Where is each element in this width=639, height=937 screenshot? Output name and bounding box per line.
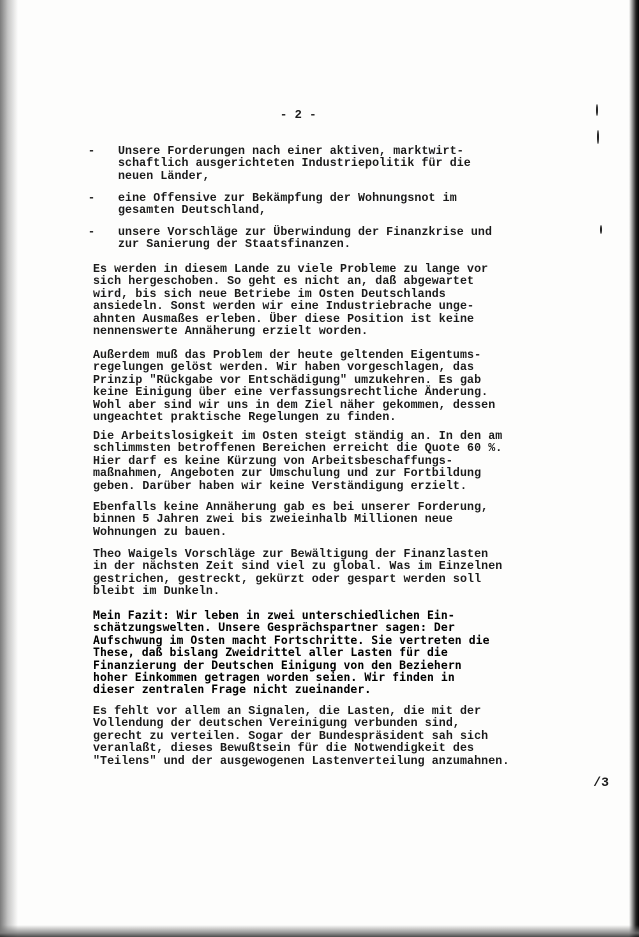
paragraph: Es fehlt vor allem an Signalen, die Lasten, die mit der Vollendung der deutschen Vereinigung verbunden sind, gerecht zu verteilen. Sogar der Bundespräsident sah sich veranlaßt, dieses Bewußtsein für die Notwendigkeit des "Teilens" und der ausgewogenen Lastenverteilung anzumahnen. xyxy=(93,705,510,768)
scan-edge-left xyxy=(0,0,18,937)
paragraph: Theo Waigels Vorschläge zur Bewältigung der Finanzlasten in der nächsten Zeit sind viel zu global. Was im Einzelnen gestrichen, gestreckt, gekürzt oder gespart werden soll bleibt im Dunkeln. xyxy=(93,548,503,599)
bullet-text: unsere Vorschläge zur Überwindung der Finanzkrise und zur Sanierung der Staatsfinanzen. xyxy=(118,226,493,252)
bullet-dash: - xyxy=(88,226,96,239)
paragraph: Außerdem muß das Problem der heute geltenden Eigentums- regelungen gelöst werden. Wir haben vorgeschlagen, das Prinzip "Rückgabe vor Entschädigung" umzukehren. Es gab keine Einigung über eine verfassungsrechtliche Änderung. Wohl aber sind wir uns in dem Ziel näher gekommen, dessen ungeachtet praktische Regelungen zu finden. xyxy=(93,349,496,425)
scan-speck xyxy=(596,104,598,116)
bullet-dash: - xyxy=(88,145,96,158)
bullet-text: eine Offensive zur Bekämpfung der Wohnungsnot im gesamten Deutschland, xyxy=(118,192,457,218)
bullet-text: Unsere Forderungen nach einer aktiven, marktwirt- schaftlich ausgerichteten Industriepolitik für die neuen Länder, xyxy=(118,145,471,183)
paragraph: Es werden in diesem Lande zu viele Probleme zu lange vor sich hergeschoben. So geht es nicht an, daß abgewartet wird, bis sich neue Betriebe im Osten Deutschlands ansiedeln. Sonst werden wir eine Industriebrache unge- ahnten Ausmaßes erleben. Über diese Position ist keine nennenswerte Annäherung erzielt worden. xyxy=(93,263,489,339)
scan-edge-right xyxy=(629,0,639,937)
conclusion-paragraph: Mein Fazit: Wir leben in zwei unterschiedlichen Ein- schätzungswelten. Unsere Gesprächspartner sagen: Der Aufschwung im Osten macht Fortschritte. Sie vertreten die These, daß bislang Zweidrittel aller Lasten für die Finanzierung der Deutschen Einigung von den Beziehern hoher Einkommen getragen worden seien. Wir finden in dieser zentralen Frage nicht zueinander. xyxy=(93,608,490,697)
page-number: - 2 - xyxy=(280,108,317,122)
scan-speck xyxy=(597,130,599,144)
bullet-dash: - xyxy=(88,192,96,205)
scan-edge-bottom xyxy=(0,925,639,937)
paragraph: Die Arbeitslosigkeit im Osten steigt ständig an. In den am schlimmsten betroffenen Bereichen erreicht die Quote 60 %. Hier darf es keine Kürzung von Arbeitsbeschaffungs- maßnahmen, Angeboten zur Umschulung und zur Fortbildung geben. Darüber haben wir keine Verständigung erzielt. xyxy=(93,430,503,493)
paragraph: Ebenfalls keine Annäherung gab es bei unserer Forderung, binnen 5 Jahren zwei bis zweieinhalb Millionen neue Wohnungen zu bauen. xyxy=(93,501,489,539)
continuation-marker: /3 xyxy=(593,775,609,790)
